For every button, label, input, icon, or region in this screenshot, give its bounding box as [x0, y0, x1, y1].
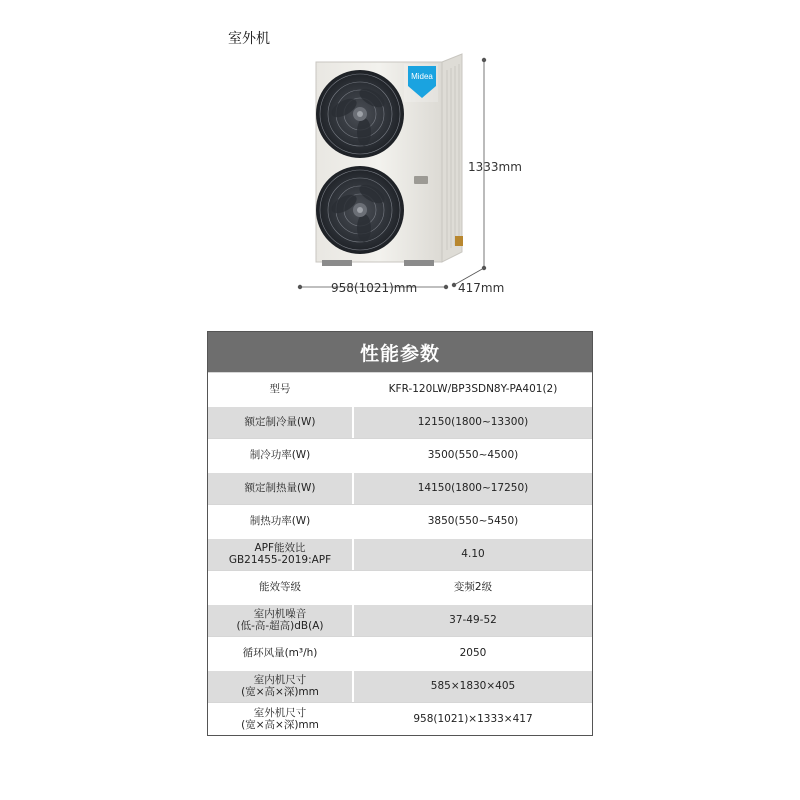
- spec-row-outdoor-size: [208, 702, 592, 735]
- spec-row-cooling-power: [208, 438, 592, 471]
- spec-label: 制热功率(W): [208, 505, 354, 537]
- midea-logo: [404, 64, 438, 102]
- spec-row-model: [208, 372, 592, 405]
- spec-value: 12150(1800~13300): [354, 407, 592, 439]
- spec-value: 4.10: [354, 539, 592, 571]
- spec-row-energy-grade: [208, 570, 592, 603]
- spec-value: 37-49-52: [354, 605, 592, 637]
- spec-label: APF能效比 GB21455-2019:APF: [208, 539, 354, 571]
- spec-value: KFR-120LW/BP3SDN8Y-PA401(2): [354, 373, 592, 405]
- height-dimension-label: 1333mm: [468, 160, 522, 174]
- spec-row-apf: [208, 537, 592, 571]
- section-title: 室外机: [228, 31, 270, 47]
- spec-label: 循环风量(m³/h): [208, 637, 354, 669]
- spec-row-airflow: [208, 636, 592, 669]
- upper-fan-icon: [316, 70, 404, 158]
- spec-row-cooling-capacity: [208, 405, 592, 439]
- svg-text:Midea: Midea: [411, 72, 433, 81]
- width-dimension-label: 958(1021)mm: [331, 281, 418, 295]
- spec-value: 变频2级: [354, 571, 592, 603]
- spec-value: 585×1830×405: [354, 671, 592, 703]
- spec-label: 室内机噪音 (低-高-超高)dB(A): [208, 605, 354, 637]
- spec-value: 958(1021)×1333×417: [354, 703, 592, 735]
- spec-row-heating-power: [208, 504, 592, 537]
- spec-label: 型号: [208, 373, 354, 405]
- spec-table: [207, 331, 593, 736]
- depth-dimension-label: 417mm: [458, 281, 505, 295]
- spec-label: 额定制冷量(W): [208, 407, 354, 439]
- outdoor-unit-figure: [0, 0, 800, 320]
- spec-label: 制冷功率(W): [208, 439, 354, 471]
- lower-fan-icon: [316, 166, 404, 254]
- spec-value: 3500(550~4500): [354, 439, 592, 471]
- spec-value: 2050: [354, 637, 592, 669]
- spec-row-indoor-noise: [208, 603, 592, 637]
- spec-row-indoor-size: [208, 669, 592, 703]
- spec-label: 室内机尺寸 (宽×高×深)mm: [208, 671, 354, 703]
- spec-row-heating-capacity: [208, 471, 592, 505]
- spec-table-title: 性能参数: [208, 332, 592, 372]
- spec-value: 3850(550~5450): [354, 505, 592, 537]
- spec-label: 额定制热量(W): [208, 473, 354, 505]
- spec-label: 能效等级: [208, 571, 354, 603]
- spec-value: 14150(1800~17250): [354, 473, 592, 505]
- spec-label: 室外机尺寸 (宽×高×深)mm: [208, 703, 354, 735]
